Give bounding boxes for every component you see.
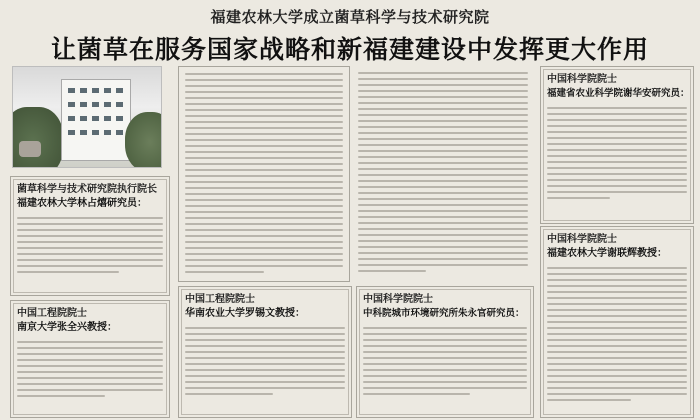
sidebar-box-luo <box>178 286 352 418</box>
sidebar-subtitle: 福建农林大学林占熺研究员： <box>17 198 147 209</box>
photo-stone <box>19 141 41 157</box>
sidebar-box-xie-huaan <box>540 66 694 224</box>
sidebar-subtitle: 华南农业大学罗锡文教授： <box>185 308 305 319</box>
article-headline: 让菌草在服务国家战略和新福建建设中发挥更大作用 <box>50 35 649 64</box>
sidebar-box-zhu <box>356 286 534 418</box>
photo-building <box>61 79 131 161</box>
sidebar-title: 中国科学院院士 <box>363 294 433 305</box>
sidebar-subtitle: 南京大学张全兴教授： <box>17 322 117 333</box>
main-article-col-1 <box>178 66 350 282</box>
building-photo <box>12 66 162 168</box>
sidebar-title: 菌草科学与技术研究院执行院长 <box>17 184 157 195</box>
sidebar-subtitle: 福建农林大学谢联辉教授： <box>547 248 667 259</box>
body-text <box>547 267 687 405</box>
main-article-col-2 <box>358 66 530 280</box>
body-text <box>185 73 343 277</box>
sidebar-title: 中国科学院院士 <box>547 74 617 85</box>
article-kicker: 福建农林大学成立菌草科学与技术研究院 <box>210 8 490 26</box>
sidebar-box-zhang <box>10 300 170 418</box>
sidebar-box-lin <box>10 176 170 296</box>
sidebar-subtitle: 中科院城市环境研究所朱永官研究员： <box>363 308 525 319</box>
body-text <box>17 341 163 401</box>
photo-tree <box>12 107 63 168</box>
photo-tree-right <box>125 112 162 168</box>
body-text <box>547 107 687 203</box>
sidebar-title: 中国工程院院士 <box>17 308 87 319</box>
sidebar-title: 中国工程院院士 <box>185 294 255 305</box>
body-text <box>363 327 527 399</box>
body-text <box>17 217 163 277</box>
body-text <box>185 327 345 399</box>
sidebar-subtitle: 福建省农业科学院谢华安研究员： <box>547 88 690 99</box>
sidebar-title: 中国科学院院士 <box>547 234 617 245</box>
sidebar-box-xie-lianhui <box>540 226 694 418</box>
body-text <box>358 72 528 276</box>
